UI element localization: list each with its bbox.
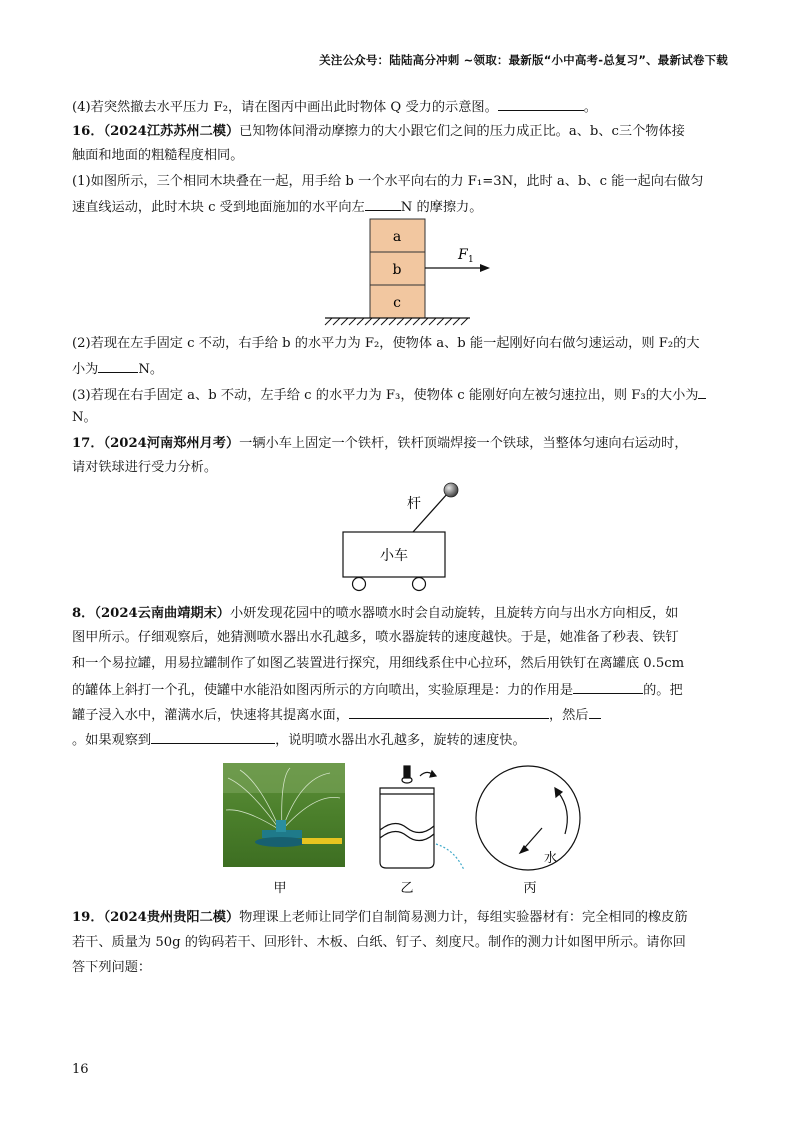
q18-text: 小妍发现花园中的喷水器喷水时会自动旋转，且旋转方向与出水方向相反，如 (229, 606, 679, 621)
q15-part4 (72, 96, 732, 118)
q19-line2: 若干、质量为 50g 的钩码若干、回形针、木板、白纸、钉子、刻度尺。制作的测力计如图甲所示。请你回 (72, 935, 686, 950)
q17-number: 17． (72, 436, 104, 451)
q16-part1-text: 速直线运动，此时木块 c 受到地面施加的水平向左 (72, 200, 365, 215)
q19-text: 物理课上老师让同学们自制简易测力计，每组实验器材有：完全相同的橡皮筋 (239, 910, 688, 925)
q16-intro-line2: 触面和地面的粗糙程度相同。 (72, 148, 244, 163)
q18-source: （2024云南曲靖期末） (94, 606, 230, 621)
q18-line4 (72, 679, 732, 701)
can-diagram (380, 766, 464, 870)
answer-blank[interactable] (498, 96, 584, 111)
q16-number: 16． (72, 124, 104, 139)
q18-line5 (72, 704, 732, 726)
force-arrowhead (480, 264, 490, 272)
answer-blank[interactable] (349, 704, 549, 719)
q18-line5-text: 罐子浸入水中，灌满水后，快速将其提离水面， (72, 708, 349, 723)
q15-part4-text: (4)若突然撤去水平压力 F₂，请在图丙中画出此时物体 Q 受力的示意图。 (72, 100, 498, 115)
q16-part2-unit: N。 (138, 362, 164, 377)
q16-part3-line2: N。 (72, 410, 97, 425)
q17-line1 (72, 434, 732, 454)
stacked-blocks-figure (320, 215, 500, 327)
rod-label: 杆 (407, 496, 421, 512)
q19-source: （2024贵州贵阳二模） (103, 910, 240, 925)
ground-hatching (325, 318, 468, 325)
answer-blank[interactable] (589, 704, 601, 719)
q16-part2-line1: (2)若现在左手固定 c 不动，右手给 b 的水平力为 F₂，使物体 a、b 能一起刚好向右做匀速运动，则 F₂的大 (72, 336, 700, 351)
force-label: F (458, 247, 468, 263)
q18-line2: 图甲所示。仔细观察后，她猜测喷水器出水孔越多，喷水器旋转的速度越快。于是，她准备了秒表、铁钉 (72, 630, 679, 645)
q16-part1-unit: N 的摩擦力。 (400, 200, 483, 215)
sprinkler-photo (223, 763, 345, 867)
caption-bing: 丙 (523, 881, 537, 896)
q18-line4-text: 的罐体上斜打一个孔，使罐中水能沿如图丙所示的方向喷出，实验原理是：力的作用是 (72, 683, 574, 698)
rotation-diagram (476, 766, 580, 870)
force-label-subscript: 1 (468, 255, 474, 265)
q18-line6-text: 。如果观察到 (72, 733, 152, 748)
q17-source: （2024河南郑州月考） (103, 436, 240, 451)
answer-blank[interactable] (698, 384, 706, 399)
q19-line3: 答下列问题： (72, 960, 152, 975)
cart-wheel-left (353, 578, 366, 591)
q18-line1 (72, 604, 732, 624)
answer-blank[interactable] (151, 729, 275, 744)
q19-line1 (72, 908, 732, 928)
cart-label: 小车 (380, 548, 408, 564)
q16-part3-text: (3)若现在右手固定 a、b 不动，左手给 c 的水平力为 F₃，使物体 c 能刚好向左被匀速拉出，则 F₃的大小为 (72, 388, 699, 403)
water-label: 水 (544, 851, 558, 866)
q18-line6-end: ，说明喷水器出水孔越多，旋转的速度快。 (275, 733, 526, 748)
q19-number: 19． (72, 910, 104, 925)
q15-end: 。 (583, 100, 597, 115)
cart-figure (335, 475, 475, 593)
cart-wheel-right (413, 578, 426, 591)
block-c-label: c (393, 295, 401, 311)
caption-yi: 乙 (400, 881, 414, 896)
q16-part2-text: 小为 (72, 362, 99, 377)
iron-ball (444, 483, 458, 497)
q18-line4-end: 的。把 (643, 683, 683, 698)
page-header: 关注公众号：陆陆高分冲刺 ~领取：最新版“小中高考-总复习”、最新试卷下载 (319, 53, 728, 67)
q18-line5-mid: ，然后 (548, 708, 589, 723)
q18-line3: 和一个易拉罐，用易拉罐制作了如图乙装置进行探究，用细线系住中心拉环，然后用铁钉在离罐底 0.5cm (72, 656, 685, 671)
page-number: 16 (72, 1062, 89, 1077)
q17-text: 一辆小车上固定一个铁杆，铁杆顶端焊接一个铁球，当整体匀速向右运动时， (239, 436, 688, 451)
answer-blank[interactable] (98, 358, 138, 373)
q18-number: 8． (72, 606, 95, 621)
block-a-label: a (392, 229, 402, 245)
q16-intro: 已知物体间滑动摩擦力的大小跟它们之间的压力成正比。a、b、c三个物体接 (239, 124, 685, 139)
q16-intro-line1 (72, 122, 732, 142)
q17-line2: 请对铁球进行受力分析。 (72, 460, 218, 475)
answer-blank[interactable] (365, 196, 401, 211)
q16-source: （2024江苏苏州二模） (103, 124, 240, 139)
answer-blank[interactable] (573, 679, 643, 694)
q16-part1-line1: (1)如图所示，三个相同木块叠在一起，用手给 b 一个水平向右的力 F₁=3N，此时 a、b、c 能一起向右做匀 (72, 174, 704, 189)
block-b-label: b (392, 262, 402, 278)
q16-part3-line1 (72, 384, 732, 406)
q16-part2-line2 (72, 358, 732, 380)
sprinkler-figures (220, 758, 600, 898)
caption-jia: 甲 (273, 881, 287, 896)
q18-line6 (72, 729, 732, 751)
